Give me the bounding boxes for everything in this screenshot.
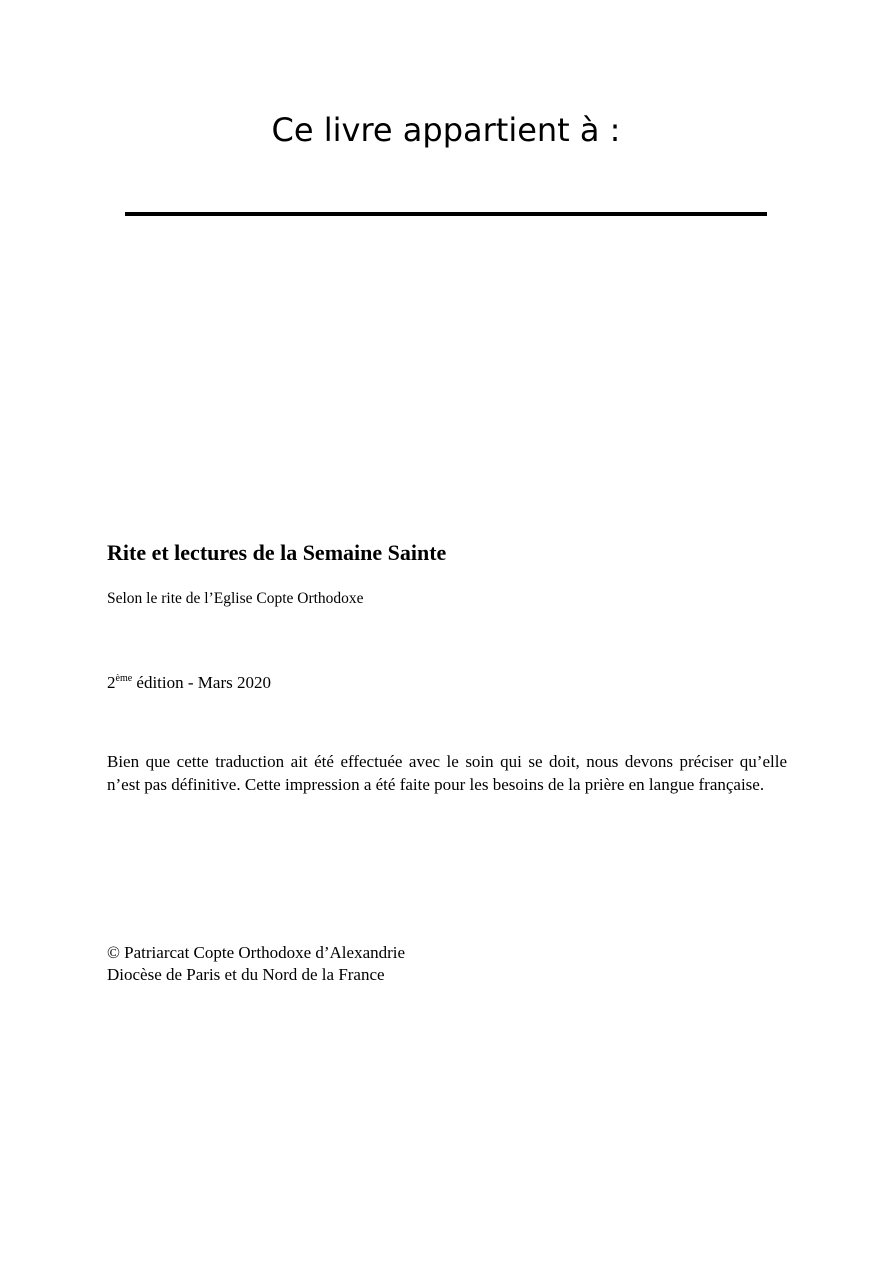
copyright-line-2: Diocèse de Paris et du Nord de la France: [107, 965, 385, 984]
book-subtitle: Selon le rite de l’Eglise Copte Orthodoxe: [107, 590, 364, 607]
edition-number: 2: [107, 673, 116, 692]
edition-text: édition - Mars 2020: [132, 673, 271, 692]
owner-name-line: [125, 212, 767, 216]
edition-info: [107, 671, 271, 698]
edition-superscript: ème: [115, 673, 133, 684]
copyright-line-1: © Patriarcat Copte Orthodoxe d’Alexandrie: [107, 943, 406, 962]
copyright-block: [107, 942, 405, 986]
disclaimer-paragraph: Bien que cette traduction ait été effectuée avec le soin qui se doit, nous devons préciser qu’elle n’est pas définitive. Cette impression a été faite pour les besoins de la prière en langue française.: [107, 752, 787, 794]
book-title: Rite et lectures de la Semaine Sainte: [107, 540, 447, 565]
owner-title: Ce livre appartient à :: [271, 111, 621, 149]
